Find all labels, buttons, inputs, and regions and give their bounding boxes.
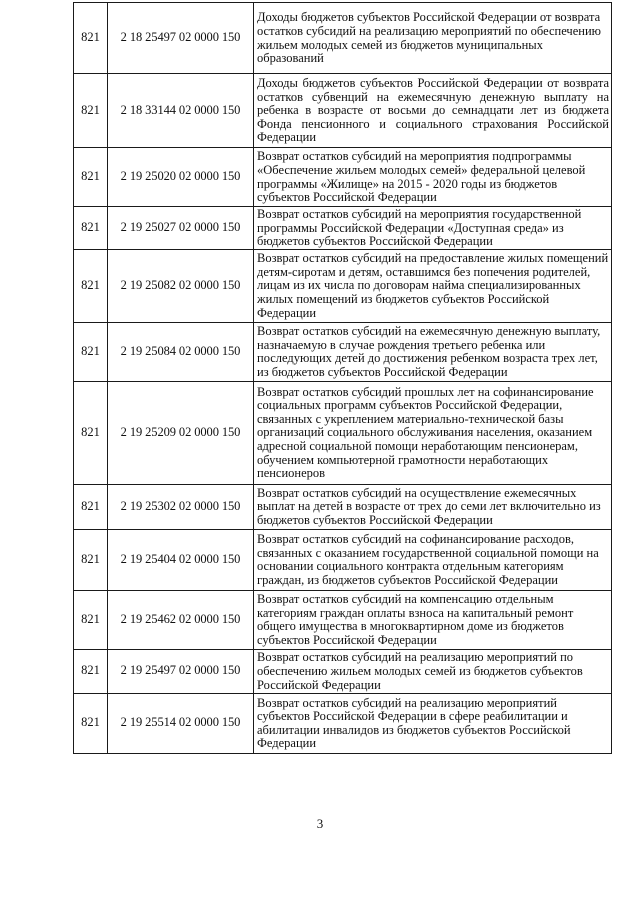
- admin-code-cell: 821: [74, 249, 108, 322]
- budget-code-cell: 2 18 33144 02 0000 150: [108, 74, 254, 148]
- table-body: [74, 3, 612, 754]
- table-row: [74, 693, 612, 753]
- page-number: 3: [316, 816, 324, 831]
- budget-code-cell: 2 19 25514 02 0000 150: [108, 693, 254, 753]
- budget-code-cell: 2 19 25404 02 0000 150: [108, 529, 254, 590]
- income-name-cell: Возврат остатков субсидий на мероприятия подпрограммы «Обеспечение жильем молодых семей» федеральной целевой программы «Жилище» на 2015 - 2020 годы из бюджетов субъектов Российской Федерации: [254, 148, 612, 207]
- table-row: [74, 3, 612, 74]
- budget-code-cell: 2 19 25027 02 0000 150: [108, 207, 254, 250]
- admin-code-cell: 821: [74, 148, 108, 207]
- admin-code-cell: 821: [74, 649, 108, 693]
- income-name-cell: Возврат остатков субсидий на осуществление ежемесячных выплат на детей в возрасте от трех до семи лет включительно из бюджетов субъектов Российской Федерации: [254, 484, 612, 529]
- budget-code-cell: 2 19 25462 02 0000 150: [108, 590, 254, 649]
- admin-code-cell: 821: [74, 3, 108, 74]
- admin-code-cell: 821: [74, 381, 108, 484]
- table-row: [74, 207, 612, 250]
- income-name-cell: Возврат остатков субсидий на софинансирование расходов, связанных с оказанием государственной социальной помощи на основании социального контракта отдельным категориям граждан, из бюджетов субъектов Российской Федерации: [254, 529, 612, 590]
- admin-code-cell: 821: [74, 590, 108, 649]
- budget-codes-sheet: [73, 2, 611, 754]
- table-row: [74, 249, 612, 322]
- income-name-cell: Возврат остатков субсидий на мероприятия государственной программы Российской Федерации «Доступная среда» из бюджетов субъектов Российской Федерации: [254, 207, 612, 250]
- income-name-cell: Доходы бюджетов субъектов Российской Федерации от возврата остатков субвенций на ежемесячную денежную выплату на ребенка в возрасте от восьми до семнадцати лет из бюджета Фонда пенсионного и социального страхования Российской Федерации: [254, 74, 612, 148]
- admin-code-cell: 821: [74, 529, 108, 590]
- budget-code-cell: 2 19 25084 02 0000 150: [108, 322, 254, 381]
- budget-code-cell: 2 18 25497 02 0000 150: [108, 3, 254, 74]
- budget-code-cell: 2 19 25302 02 0000 150: [108, 484, 254, 529]
- table-row: [74, 590, 612, 649]
- income-name-cell: Возврат остатков субсидий на реализацию мероприятий субъектов Российской Федерации в сфере реабилитации и абилитации инвалидов из бюджетов субъектов Российской Федерации: [254, 693, 612, 753]
- table-row: [74, 529, 612, 590]
- table-row: [74, 484, 612, 529]
- budget-codes-table: [73, 2, 612, 754]
- income-name-cell: Доходы бюджетов субъектов Российской Федерации от возврата остатков субсидий на реализацию мероприятий по обеспечению жильем молодых семей из бюджетов муниципальных образований: [254, 3, 612, 74]
- table-row: [74, 148, 612, 207]
- table-row: [74, 381, 612, 484]
- budget-code-cell: 2 19 25020 02 0000 150: [108, 148, 254, 207]
- budget-code-cell: 2 19 25497 02 0000 150: [108, 649, 254, 693]
- admin-code-cell: 821: [74, 74, 108, 148]
- income-name-cell: Возврат остатков субсидий на реализацию мероприятий по обеспечению жильем молодых семей из бюджетов субъектов Российской Федерации: [254, 649, 612, 693]
- table-row: [74, 322, 612, 381]
- budget-code-cell: 2 19 25082 02 0000 150: [108, 249, 254, 322]
- admin-code-cell: 821: [74, 484, 108, 529]
- table-row: [74, 74, 612, 148]
- income-name-cell: Возврат остатков субсидий на предоставление жилых помещений детям-сиротам и детям, оставшимся без попечения родителей, лицам из их числа по договорам найма специализированных жилых помещений из бюджетов субъектов Российской Федерации: [254, 249, 612, 322]
- admin-code-cell: 821: [74, 207, 108, 250]
- income-name-cell: Возврат остатков субсидий прошлых лет на софинансирование социальных программ субъектов Российской Федерации, связанных с укреплением материально-технической базы организаций социального обслуживания населения, оказанием адресной социальной помощи неработающим пенсионерам, обучением компьютерной грамотности неработающих пенсионеров: [254, 381, 612, 484]
- admin-code-cell: 821: [74, 693, 108, 753]
- admin-code-cell: 821: [74, 322, 108, 381]
- income-name-cell: Возврат остатков субсидий на компенсацию отдельным категориям граждан оплаты взноса на капитальный ремонт общего имущества в многоквартирном доме из бюджетов субъектов Российской Федерации: [254, 590, 612, 649]
- income-name-cell: Возврат остатков субсидий на ежемесячную денежную выплату, назначаемую в случае рождения третьего ребенка или последующих детей до достижения ребенком возраста трех лет, из бюджетов субъектов Российской Федерации: [254, 322, 612, 381]
- budget-code-cell: 2 19 25209 02 0000 150: [108, 381, 254, 484]
- table-row: [74, 649, 612, 693]
